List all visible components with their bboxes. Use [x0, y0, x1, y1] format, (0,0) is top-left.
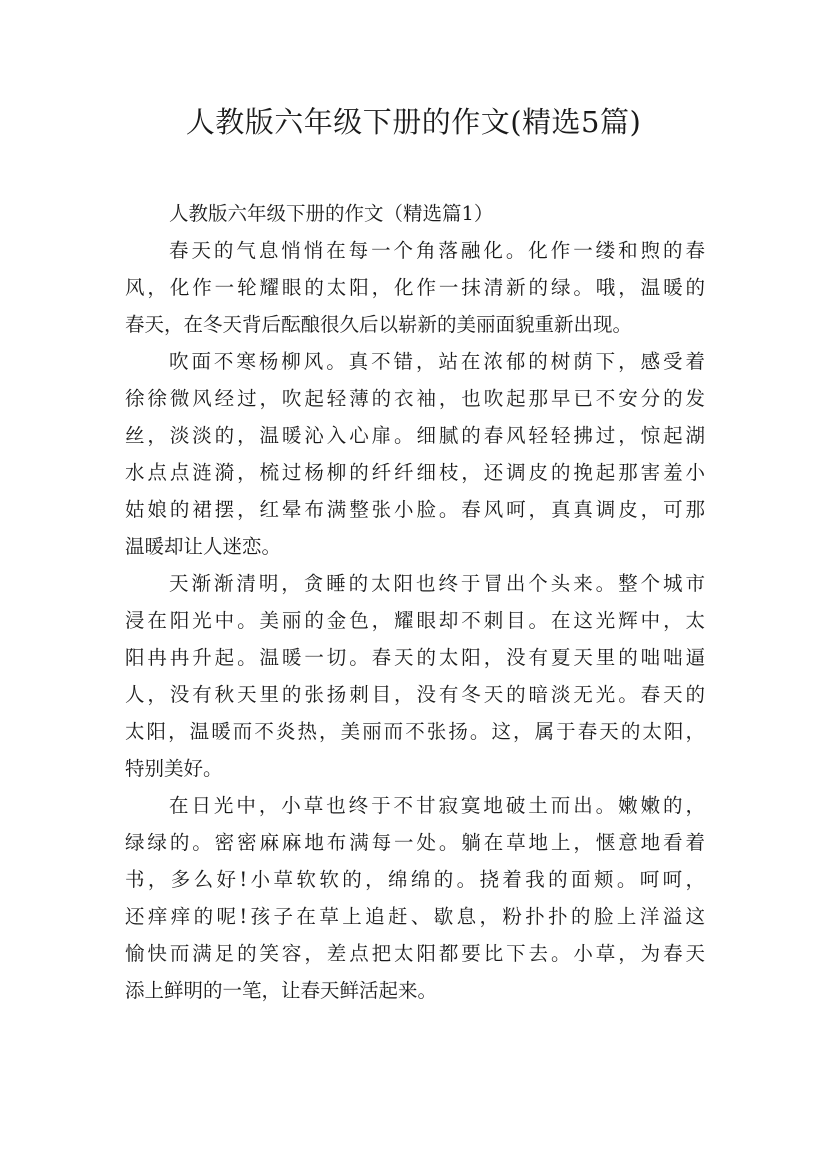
paragraph: [125, 787, 705, 1009]
paragraph-line: 添上鲜明的一笔，让春天鲜活起来。: [125, 979, 438, 1002]
paragraph-line: 在日光中，小草也终于不甘寂寞地破土而出。嫩嫩的，: [169, 794, 705, 817]
paragraph: [125, 565, 705, 787]
paragraph-line: 浸在阳光中。美丽的金色，耀眼却不刺目。在这光辉中，太: [125, 609, 705, 632]
document-title: 人教版六年级下册的作文(精选5篇): [185, 105, 642, 139]
paragraph-line: 丝，淡淡的，温暖沁入心扉。细腻的春风轻轻拂过，惊起湖: [125, 424, 705, 447]
paragraph-line: 姑娘的裙摆，红晕布满整张小脸。春风呵，真真调皮，可那: [125, 498, 705, 521]
paragraph-line: 绿绿的。密密麻麻地布满每一处。躺在草地上，惬意地看着: [125, 831, 705, 854]
paragraph-line: 春天，在冬天背后酝酿很久后以崭新的美丽面貌重新出现。: [125, 313, 633, 336]
paragraph-line: 特别美好。: [125, 757, 223, 780]
document-body: [125, 195, 705, 1009]
paragraph: [125, 232, 705, 343]
paragraph-line: 太阳，温暖而不炎热，美丽而不张扬。这，属于春天的太阳，: [125, 720, 705, 743]
paragraph: [125, 343, 705, 565]
paragraph-line: 水点点涟漪，梳过杨柳的纤纤细枝，还调皮的挽起那害羞小: [125, 461, 705, 484]
section-heading: 人教版六年级下册的作文（精选篇1）: [169, 202, 494, 225]
paragraph-line: 春天的气息悄悄在每一个角落融化。化作一缕和煦的春: [169, 239, 705, 262]
paragraph-line: 书，多么好!小草软软的，绵绵的。挠着我的面颊。呵呵，: [125, 868, 705, 891]
paragraph-line: 还痒痒的呢!孩子在草上追赶、歇息，粉扑扑的脸上洋溢这: [125, 905, 705, 928]
paragraph-line: 徐徐微风经过，吹起轻薄的衣袖，也吹起那早已不安分的发: [125, 387, 705, 410]
paragraph-line: 吹面不寒杨柳风。真不错，站在浓郁的树荫下，感受着: [169, 350, 705, 373]
paragraph-line: 人，没有秋天里的张扬刺目，没有冬天的暗淡无光。春天的: [125, 683, 705, 706]
paragraph-line: 天渐渐清明，贪睡的太阳也终于冒出个头来。整个城市: [169, 572, 705, 595]
paragraph-line: 温暖却让人迷恋。: [125, 535, 282, 558]
paragraph-line: 风，化作一轮耀眼的太阳，化作一抹清新的绿。哦，温暖的: [125, 276, 705, 299]
paragraph-line: 阳冉冉升起。温暖一切。春天的太阳，没有夏天里的咄咄逼: [125, 646, 705, 669]
paragraph-line: 愉快而满足的笑容，差点把太阳都要比下去。小草，为春天: [125, 942, 705, 965]
